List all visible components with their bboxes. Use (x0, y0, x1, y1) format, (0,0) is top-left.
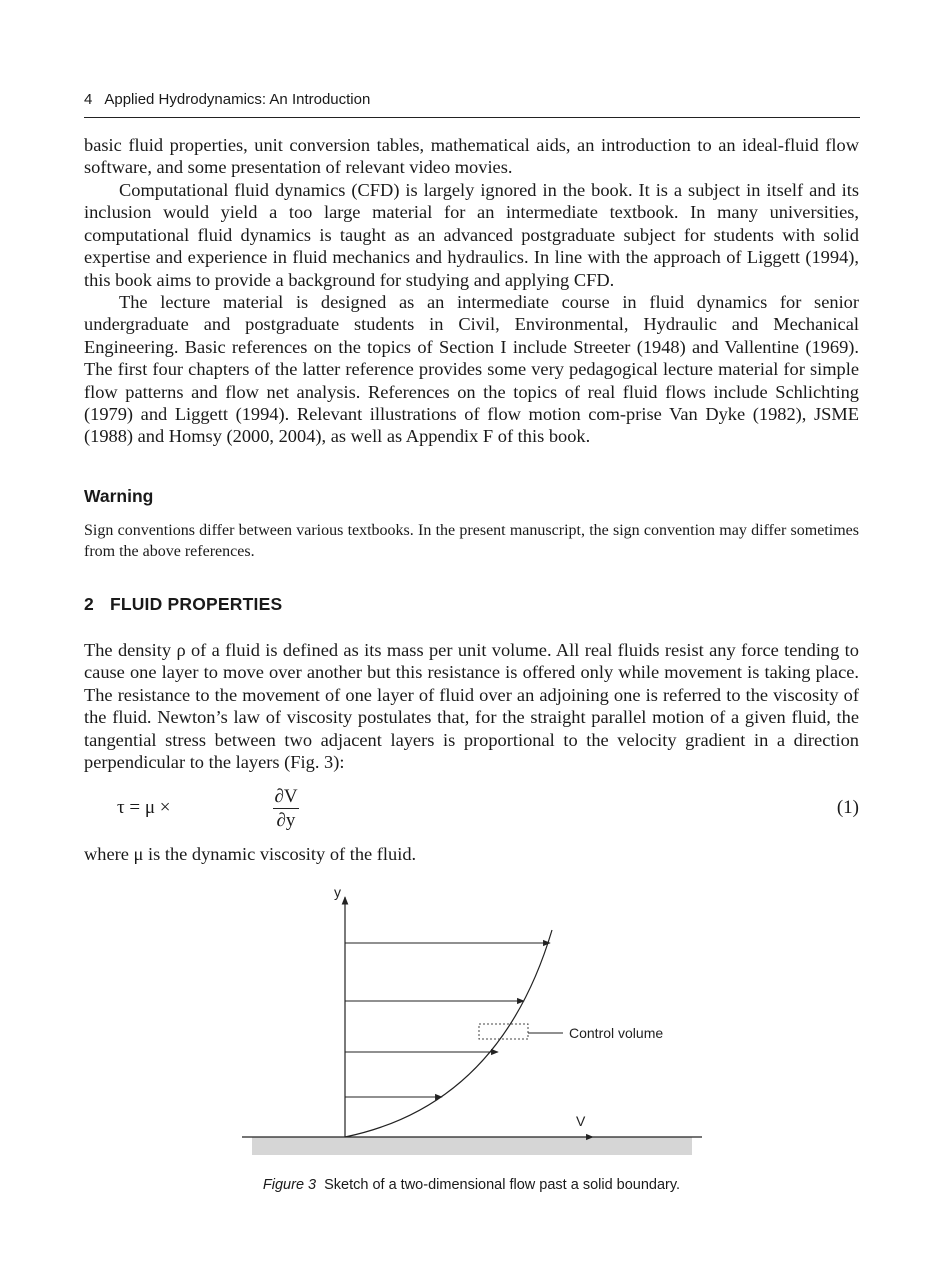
equation-1 (84, 786, 859, 836)
figure-caption (0, 1177, 943, 1193)
velocity-label: V (576, 1113, 586, 1129)
equation-numerator: ∂V (274, 786, 298, 807)
y-axis-label: y (334, 884, 341, 900)
velocity-profile-curve (345, 930, 552, 1137)
caption-label: Figure 3 (262, 1177, 317, 1193)
caption-text: Sketch of a two-dimensional flow past a solid boundary. (324, 1177, 681, 1193)
paragraph-cfd: Computational fluid dynamics (CFD) is largely ignored in the book. It is a subject in itself and its inclusion would yield a too large material for an intermediate textbook. In many universities, computational fluid dynamics is taught as an advanced postgraduate subject for students with solid expertise and experience in fluid mechanics and hydraulics. In line with the approach of Liggett (1994), this book aims to provide a background for studying and applying CFD. (84, 180, 859, 290)
book-title: Applied Hydrodynamics: An Introduction (104, 91, 371, 108)
paragraph-intro-continued: basic fluid properties, unit conversion tables, mathematical aids, an introduction to an ideal-fluid flow software, and some presentation of relevant video movies. (84, 135, 859, 178)
equation-denominator: ∂y (276, 810, 296, 831)
warning-text: Sign conventions differ between various textbooks. In the present manuscript, the sign convention may differ sometimes from the above references. (84, 522, 859, 560)
flow-sketch (230, 875, 720, 1165)
paragraph-lecture-material: The lecture material is designed as an intermediate course in fluid dynamics for senior undergraduate and postgraduate students in Civil, Environmental, Hydraulic and Mechanical Engineering. Basic references on the topics of Section I include Streeter (1948) and Vallentine (1969). The first four chapters of the latter reference provides some very pedagogical lecture material for simple flow patterns and flow net analysis. References on the topics of real fluid flows include Schlichting (1979) and Liggett (1994). Relevant illustrations of flow motion com-prise Van Dyke (1982), JSME (1988) and Homsy (2000, 2004), as well as Appendix F of this book. (84, 292, 859, 447)
equation-number: (1) (836, 797, 859, 818)
page-number: 4 (84, 91, 93, 108)
section-heading (84, 594, 282, 615)
figure-3 (230, 875, 720, 1165)
fraction-bar (273, 808, 299, 809)
solid-boundary (252, 1137, 692, 1155)
header-rule (84, 117, 860, 118)
warning-heading: Warning (84, 486, 154, 506)
equation-fraction (273, 786, 299, 831)
section-title: FLUID PROPERTIES (109, 594, 283, 614)
control-volume-box (479, 1024, 528, 1039)
control-volume-label: Control volume (569, 1025, 664, 1041)
paragraph-density-viscosity: The density ρ of a fluid is defined as its mass per unit volume. All real fluids resist any force tending to cause one layer to move over another but this resistance is offered only while movement is taking place. The resistance to the movement of one layer of fluid over an adjoining one is referred to the viscosity of the fluid. Newton’s law of viscosity postulates that, for the straight parallel motion of a given fluid, the tangential stress between two adjacent layers is proportional to the velocity gradient in a direction perpendicular to the layers (Fig. 3): (84, 640, 859, 773)
section-number: 2 (84, 594, 94, 614)
running-head (84, 91, 860, 108)
paragraph-where-mu: where μ is the dynamic viscosity of the fluid. (84, 844, 417, 864)
equation-lhs: τ = μ × (117, 797, 171, 818)
